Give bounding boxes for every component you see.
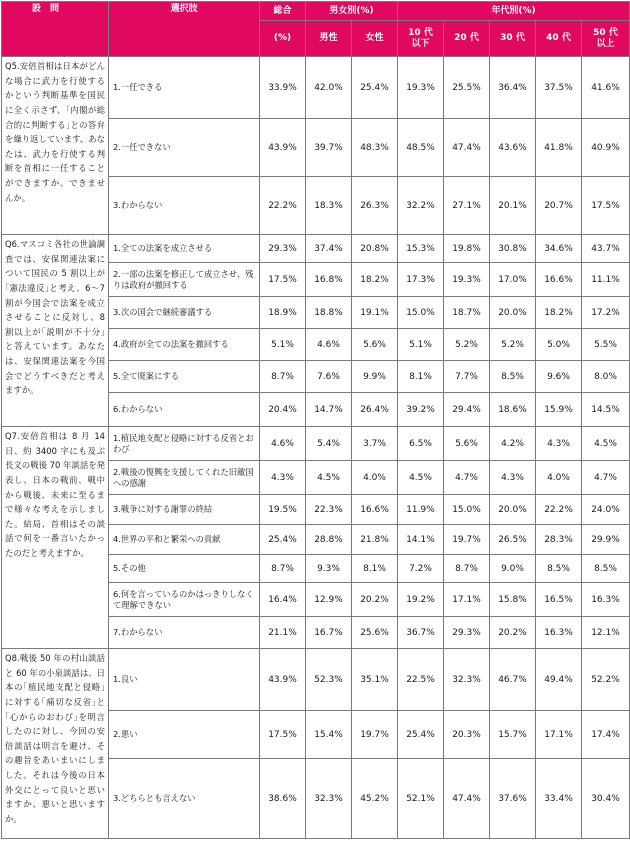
percent-value: 20.2% [352, 583, 398, 617]
percent-value: 16.6% [352, 495, 398, 525]
percent-value: 16.7% [306, 617, 352, 649]
percent-value: 9.9% [352, 361, 398, 393]
percent-value: 18.7% [444, 297, 490, 329]
header-total: 総合 [260, 2, 306, 21]
header-gender-group: 男女別(%) [306, 2, 398, 21]
option-label: 1.植民地支配と侵略に対する反省とおわび [109, 427, 260, 461]
option-label: 3.どちらとも言えない [109, 759, 260, 839]
percent-value: 36.4% [490, 57, 536, 119]
percent-value: 17.1% [536, 711, 582, 759]
total-value: 21.1% [260, 617, 306, 649]
percent-value: 52.2% [582, 649, 630, 711]
percent-value: 30.8% [490, 235, 536, 263]
percent-value: 4.7% [444, 461, 490, 495]
percent-value: 41.8% [536, 119, 582, 177]
option-label: 2.戦後の復興を支援してくれた旧敵国への感謝 [109, 461, 260, 495]
percent-value: 15.7% [490, 711, 536, 759]
percent-value: 18.8% [306, 297, 352, 329]
total-value: 18.9% [260, 297, 306, 329]
percent-value: 4.6% [306, 329, 352, 361]
total-value: 17.5% [260, 711, 306, 759]
option-label: 2.悪い [109, 711, 260, 759]
total-value: 43.9% [260, 119, 306, 177]
percent-value: 22.5% [398, 649, 444, 711]
percent-value: 18.3% [306, 177, 352, 235]
header-question: 設 問 [2, 2, 109, 57]
percent-value: 12.1% [582, 617, 630, 649]
total-value: 4.3% [260, 461, 306, 495]
percent-value: 25.6% [352, 617, 398, 649]
percent-value: 4.5% [398, 461, 444, 495]
percent-value: 28.3% [536, 525, 582, 555]
percent-value: 7.2% [398, 555, 444, 583]
percent-value: 25.4% [352, 57, 398, 119]
percent-value: 11.9% [398, 495, 444, 525]
total-value: 8.7% [260, 555, 306, 583]
percent-value: 5.2% [490, 329, 536, 361]
percent-value: 41.6% [582, 57, 630, 119]
option-label: 2.一部の法案を修正して成立させ、残りは政府が撤回する [109, 263, 260, 297]
question-text: Q7.安倍首相は 8 月 14 日、約 3400 字にも及ぶ長文の戦後 70 年談話を発表し、日本の戦前、戦中から戦後、未来に至るまで様々な考えを示しました。結局、首相はその談話で何を一番言いたかったのだと考えますか。 [2, 427, 109, 649]
percent-value: 4.0% [352, 461, 398, 495]
option-label: 6.何を言っているのかはっきりしなくて理解できない [109, 583, 260, 617]
percent-value: 4.0% [536, 461, 582, 495]
percent-value: 43.7% [582, 235, 630, 263]
percent-value: 37.6% [490, 759, 536, 839]
percent-value: 14.7% [306, 393, 352, 427]
total-value: 16.4% [260, 583, 306, 617]
option-label: 4.政府が全ての法案を撤回する [109, 329, 260, 361]
table-header [2, 2, 630, 57]
percent-value: 39.2% [398, 393, 444, 427]
percent-value: 20.3% [444, 711, 490, 759]
percent-value: 15.9% [536, 393, 582, 427]
header-age-20: 20 代 [444, 21, 490, 57]
percent-value: 14.1% [398, 525, 444, 555]
percent-value: 21.8% [352, 525, 398, 555]
option-label: 3.わからない [109, 177, 260, 235]
percent-value: 3.7% [352, 427, 398, 461]
percent-value: 48.5% [398, 119, 444, 177]
table-row [2, 57, 630, 119]
percent-value: 26.5% [490, 525, 536, 555]
percent-value: 20.2% [490, 617, 536, 649]
percent-value: 8.5% [582, 555, 630, 583]
option-label: 1.一任できる [109, 57, 260, 119]
percent-value: 7.7% [444, 361, 490, 393]
percent-value: 8.1% [398, 361, 444, 393]
header-age-30: 30 代 [490, 21, 536, 57]
total-value: 4.6% [260, 427, 306, 461]
percent-value: 48.3% [352, 119, 398, 177]
percent-value: 47.4% [444, 119, 490, 177]
total-value: 29.3% [260, 235, 306, 263]
header-age-50: 50 代 以上 [582, 21, 630, 57]
percent-value: 4.7% [582, 461, 630, 495]
percent-value: 7.6% [306, 361, 352, 393]
header-age-group: 年代別(%) [398, 2, 630, 21]
percent-value: 25.5% [444, 57, 490, 119]
table-row [2, 427, 630, 461]
percent-value: 5.0% [536, 329, 582, 361]
percent-value: 36.7% [398, 617, 444, 649]
percent-value: 19.2% [398, 583, 444, 617]
percent-value: 5.1% [398, 329, 444, 361]
percent-value: 52.3% [306, 649, 352, 711]
percent-value: 29.3% [444, 617, 490, 649]
table-row [2, 235, 630, 263]
percent-value: 52.1% [398, 759, 444, 839]
percent-value: 15.0% [444, 495, 490, 525]
percent-value: 4.2% [490, 427, 536, 461]
table-body [2, 57, 630, 839]
percent-value: 43.6% [490, 119, 536, 177]
percent-value: 8.0% [582, 361, 630, 393]
percent-value: 5.4% [306, 427, 352, 461]
total-value: 17.5% [260, 263, 306, 297]
table-row [2, 649, 630, 711]
percent-value: 22.3% [306, 495, 352, 525]
total-value: 19.5% [260, 495, 306, 525]
percent-value: 11.1% [582, 263, 630, 297]
percent-value: 19.1% [352, 297, 398, 329]
percent-value: 17.5% [582, 177, 630, 235]
percent-value: 40.9% [582, 119, 630, 177]
percent-value: 9.0% [490, 555, 536, 583]
percent-value: 8.5% [536, 555, 582, 583]
percent-value: 5.2% [444, 329, 490, 361]
question-text: Q8.戦後 50 年の村山談話と 60 年の小泉談話は、日本の｢植民地支配と侵略｣に対する｢痛切な反省｣と｢心からのおわび｣を明言したのに対し、今回の安倍談話は明言を避け、その趣旨をあいまいにしました。それは今後の日本外交にとって良いと思いますか、悪いと思いますか。 [2, 649, 109, 839]
total-value: 8.7% [260, 361, 306, 393]
percent-value: 19.3% [398, 57, 444, 119]
percent-value: 16.3% [582, 583, 630, 617]
percent-value: 37.5% [536, 57, 582, 119]
percent-value: 16.8% [306, 263, 352, 297]
percent-value: 29.9% [582, 525, 630, 555]
header-male: 男性 [306, 21, 352, 57]
percent-value: 27.1% [444, 177, 490, 235]
percent-value: 9.3% [306, 555, 352, 583]
percent-value: 16.5% [536, 583, 582, 617]
percent-value: 17.1% [444, 583, 490, 617]
percent-value: 32.2% [398, 177, 444, 235]
option-label: 3.戦争に対する謝罪の終結 [109, 495, 260, 525]
total-value: 22.2% [260, 177, 306, 235]
percent-value: 20.8% [352, 235, 398, 263]
percent-value: 37.4% [306, 235, 352, 263]
percent-value: 5.6% [352, 329, 398, 361]
total-value: 20.4% [260, 393, 306, 427]
survey-table [1, 1, 630, 839]
percent-value: 19.7% [352, 711, 398, 759]
total-value: 5.1% [260, 329, 306, 361]
percent-value: 4.3% [490, 461, 536, 495]
question-text: Q6.マスコミ各社の世論調査では、安保関連法案について国民の 5 割以上が｢憲法違反｣と考え、6～7 割が今国会で法案を成立させることに反対し、8 割以上が｢説明が不十分｣と答えています。あなたは、安保関連法案を今国会でどうすべきだと考えますか。 [2, 235, 109, 427]
percent-value: 29.4% [444, 393, 490, 427]
percent-value: 30.4% [582, 759, 630, 839]
percent-value: 18.6% [490, 393, 536, 427]
percent-value: 17.3% [398, 263, 444, 297]
percent-value: 5.5% [582, 329, 630, 361]
percent-value: 28.8% [306, 525, 352, 555]
percent-value: 20.1% [490, 177, 536, 235]
total-value: 33.9% [260, 57, 306, 119]
option-label: 5.全て廃案にする [109, 361, 260, 393]
option-label: 1.全ての法案を成立させる [109, 235, 260, 263]
percent-value: 32.3% [306, 759, 352, 839]
total-value: 43.9% [260, 649, 306, 711]
option-label: 4.世界の平和と繁栄への貢献 [109, 525, 260, 555]
header-choices: 選択肢 [109, 2, 260, 57]
percent-value: 4.5% [582, 427, 630, 461]
total-value: 38.6% [260, 759, 306, 839]
percent-value: 8.1% [352, 555, 398, 583]
total-value: 25.4% [260, 525, 306, 555]
header-female: 女性 [352, 21, 398, 57]
percent-value: 47.4% [444, 759, 490, 839]
percent-value: 18.2% [352, 263, 398, 297]
percent-value: 34.6% [536, 235, 582, 263]
option-label: 3.次の国会で継続審議する [109, 297, 260, 329]
percent-value: 49.4% [536, 649, 582, 711]
percent-value: 15.0% [398, 297, 444, 329]
percent-value: 8.5% [490, 361, 536, 393]
option-label: 2.一任できない [109, 119, 260, 177]
question-text: Q5.安倍首相は日本がどんな場合に武力を行使するかという判断基準を国民に全く示さず、｢内閣が総合的に判断する｣との答弁を繰り返しています。あなたは、武力を行使する判断を首相に一任することができますか、できませんか。 [2, 57, 109, 235]
percent-value: 16.3% [536, 617, 582, 649]
percent-value: 24.0% [582, 495, 630, 525]
percent-value: 20.0% [490, 297, 536, 329]
header-age-40: 40 代 [536, 21, 582, 57]
percent-value: 5.6% [444, 427, 490, 461]
percent-value: 19.7% [444, 525, 490, 555]
percent-value: 4.5% [306, 461, 352, 495]
option-label: 6.わからない [109, 393, 260, 427]
percent-value: 26.4% [352, 393, 398, 427]
percent-value: 4.3% [536, 427, 582, 461]
percent-value: 45.2% [352, 759, 398, 839]
percent-value: 19.3% [444, 263, 490, 297]
percent-value: 22.2% [536, 495, 582, 525]
header-age-10: 10 代 以下 [398, 21, 444, 57]
option-label: 1.良い [109, 649, 260, 711]
percent-value: 20.7% [536, 177, 582, 235]
percent-value: 20.0% [490, 495, 536, 525]
percent-value: 6.5% [398, 427, 444, 461]
percent-value: 17.4% [582, 711, 630, 759]
percent-value: 26.3% [352, 177, 398, 235]
percent-value: 8.7% [444, 555, 490, 583]
percent-value: 12.9% [306, 583, 352, 617]
percent-value: 9.6% [536, 361, 582, 393]
percent-value: 25.4% [398, 711, 444, 759]
percent-value: 17.2% [582, 297, 630, 329]
percent-value: 16.6% [536, 263, 582, 297]
percent-value: 33.4% [536, 759, 582, 839]
percent-value: 35.1% [352, 649, 398, 711]
percent-value: 42.0% [306, 57, 352, 119]
percent-value: 15.8% [490, 583, 536, 617]
percent-value: 14.5% [582, 393, 630, 427]
percent-value: 15.3% [398, 235, 444, 263]
percent-value: 19.8% [444, 235, 490, 263]
percent-value: 17.0% [490, 263, 536, 297]
percent-value: 39.7% [306, 119, 352, 177]
option-label: 7.わからない [109, 617, 260, 649]
header-total-unit: (%) [260, 21, 306, 57]
percent-value: 18.2% [536, 297, 582, 329]
percent-value: 15.4% [306, 711, 352, 759]
percent-value: 46.7% [490, 649, 536, 711]
percent-value: 32.3% [444, 649, 490, 711]
option-label: 5.その他 [109, 555, 260, 583]
